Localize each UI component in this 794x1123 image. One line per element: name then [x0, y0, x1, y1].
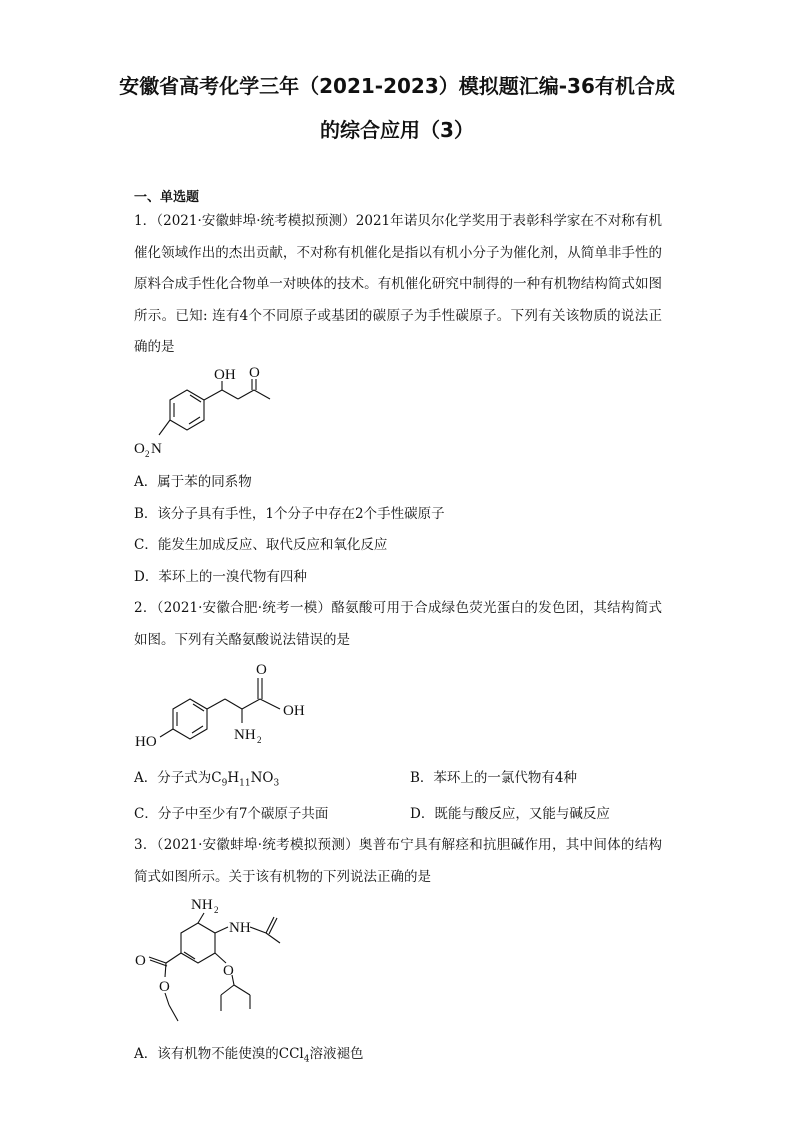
- amino-subscript: 2: [257, 735, 262, 745]
- question-1-option-c: C．能发生加成反应、取代反应和氧化反应: [134, 537, 388, 553]
- carbonyl-o-label: O: [249, 365, 260, 381]
- question-1-stem: 1．（2021·安徽蚌埠·统考模拟预测）2021年诺贝尔化学奖用于表彰科学家在不对称有机催化领域作出的杰出贡献，不对称有机催化是指以有机小分子为催化剂，从简单非手性的原料合成手性化合物单一对映体的技术。有机催化研究中制得的一种有机物结构简式如图所示。已知: 连有4个不同原子或基团的碳原子为手性碳原子。下列有关该物质的说法正确的是: [134, 213, 662, 355]
- amino-label: NH: [234, 727, 256, 743]
- question-2-option-b: B．苯环上的一氯代物有4种: [410, 770, 578, 786]
- ester-o-label: O: [159, 979, 170, 995]
- phenol-oh-label: HO: [135, 734, 157, 750]
- carboxyl-oh-label: OH: [283, 703, 305, 719]
- nitro-o-label: O: [134, 441, 145, 457]
- amino-label: NH: [191, 897, 213, 913]
- question-2-option-a: A．分子式为$C_9H_{11}NO_3$: [134, 770, 280, 789]
- question-1-option-d: D．苯环上的一溴代物有四种: [134, 569, 307, 585]
- question-2-structure: [130, 655, 330, 755]
- hydroxyl-label: OH: [214, 367, 236, 383]
- section-title: 一、单选题: [134, 190, 200, 205]
- amide-nh-label: NH: [229, 920, 251, 936]
- carboxyl-o-label: O: [256, 662, 267, 678]
- question-3-option-a: A．该有机物不能使溴的CCl$_4$溶液褪色: [134, 1046, 364, 1065]
- ether-o-label: O: [223, 963, 234, 979]
- question-3-stem: 3．（2021·安徽蚌埠·统考模拟预测）奥普布宁具有解痉和抗胆碱作用，其中间体的结构简式如图所示。关于该有机物的下列说法正确的是: [134, 837, 662, 885]
- page-title-line1: 安徽省高考化学三年（2021-2023）模拟题汇编-36有机合成: [119, 74, 675, 98]
- question-2-option-c: C．分子中至少有7个碳原子共面: [134, 806, 329, 822]
- question-1-option-b: B．该分子具有手性，1个分子中存在2个手性碳原子: [134, 506, 445, 522]
- nitro-subscript: 2: [145, 449, 150, 459]
- ester-carbonyl-o-label: O: [135, 953, 146, 969]
- question-1-structure: [130, 365, 300, 465]
- question-1-option-a: A．属于苯的同系物: [134, 474, 252, 490]
- page-title-line2: 的综合应用（3）: [320, 118, 474, 142]
- amino-subscript: 2: [214, 905, 219, 915]
- question-2-option-d: D．既能与酸反应，又能与碱反应: [410, 806, 610, 822]
- nitro-n-label: N: [151, 441, 162, 457]
- question-2-stem: 2．（2021·安徽合肥·统考一模）酪氨酸可用于合成绿色荧光蛋白的发色团，其结构简式如图。下列有关酪氨酸说法错误的是: [134, 600, 662, 648]
- question-3-structure: [128, 895, 328, 1035]
